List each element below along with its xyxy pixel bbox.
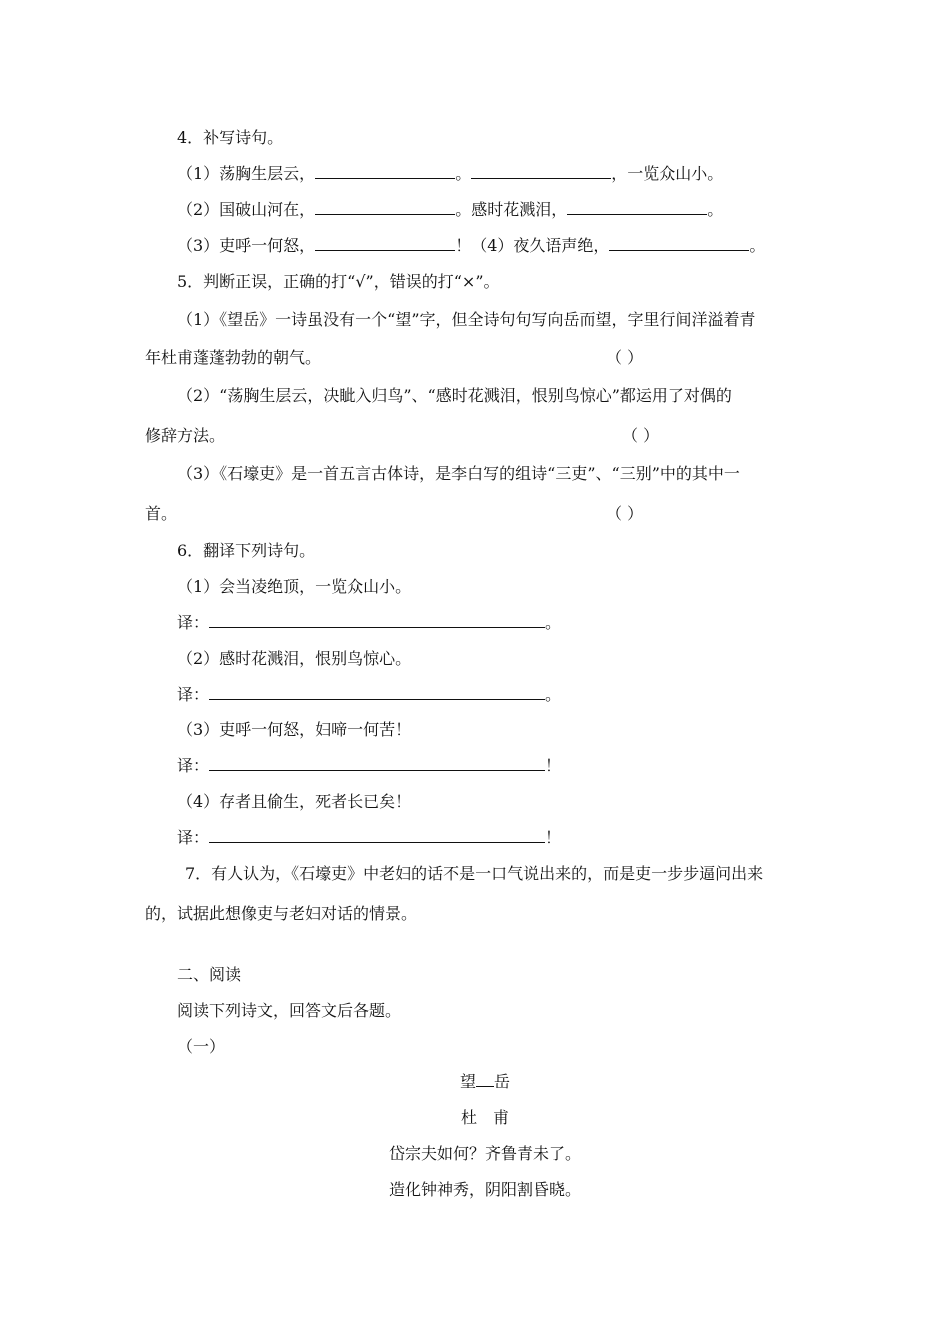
q5-item-2-line-2: 修辞方法。 [145,426,226,445]
q6-blank-1[interactable] [209,613,545,628]
poem-line-1: 岱宗夫如何？齐鲁青未了。 [388,1144,581,1163]
q6-end-2: 。 [545,685,562,704]
q4-l3-text-b: ！（4）夜久语声绝， [455,236,610,255]
q6-blank-2[interactable] [209,685,545,700]
q4-blank-4[interactable] [567,200,707,215]
q4-blank-3[interactable] [315,200,455,215]
q5-item-3-line-1: （3）《石壕吏》是一首五言古体诗，是李白写的组诗“三吏”、“三别”中的其中一 [177,464,740,483]
q6-translation-1 [177,613,561,633]
q5-item-1-line-1: （1）《望岳》一诗虽没有一个“望”字，但全诗句句写向岳而望，字里行间洋溢着青 [177,310,756,329]
q4-blank-1[interactable] [315,164,455,179]
q6-blank-3[interactable] [209,756,545,771]
poem-line-2: 造化钟神秀，阴阳割昏晓。 [388,1180,581,1199]
q6-end-1: 。 [545,613,562,632]
q4-title: 4．补写诗句。 [177,128,284,147]
q4-line-1 [177,164,723,184]
q6-translation-4 [177,828,561,848]
poem-title-char-2: 岳 [494,1072,511,1091]
q5-item-3-line-2: 首。 [145,504,178,523]
reading-part-label: （一） [177,1037,226,1056]
q4-l1-text-c: ，一览众山小。 [611,164,724,183]
q6-translation-3 [177,756,561,776]
q7-line-1: 7．有人认为，《石壕吏》中老妇的话不是一口气说出来的，而是吏一步步逼问出来 [185,864,764,883]
poem-title-char-1: 望 [459,1072,476,1091]
q4-l2-text-a: （2）国破山河在， [177,200,316,219]
q4-l2-text-b: 。感时花溅泪， [455,200,568,219]
q4-l3-text-a: （3）吏呼一何怒， [177,236,316,255]
q6-end-4: ！ [545,828,562,847]
translation-label: 译： [177,756,210,775]
q5-answer-1[interactable]: （ ） [606,348,644,367]
q5-answer-2[interactable]: （ ） [622,426,660,445]
q6-translation-2 [177,685,561,705]
q6-title: 6．翻译下列诗句。 [177,541,316,560]
q4-l1-text-b: 。 [455,164,472,183]
poem-author: 杜 甫 [460,1108,509,1127]
poem-title-gap [476,1072,494,1087]
q4-l2-text-c: 。 [707,200,724,219]
q4-l1-text-a: （1）荡胸生层云， [177,164,316,183]
q6-blank-4[interactable] [209,828,545,843]
q5-answer-3[interactable]: （ ） [606,504,644,523]
q4-blank-5[interactable] [315,236,455,251]
q7-line-2: 的，试据此想像吏与老妇对话的情景。 [145,904,418,923]
translation-label: 译： [177,685,210,704]
q4-line-3 [177,236,765,256]
q6-sentence-3: （3）吏呼一何怒，妇啼一何苦！ [177,720,412,739]
reading-heading: 二、阅读 [177,965,242,984]
poem-title [0,1072,950,1092]
q6-sentence-1: （1）会当凌绝顶，一览众山小。 [177,577,412,596]
reading-intro: 阅读下列诗文，回答文后各题。 [177,1001,402,1020]
q4-blank-2[interactable] [471,164,611,179]
q6-end-3: ！ [545,756,562,775]
translation-label: 译： [177,613,210,632]
q4-line-2 [177,200,723,220]
q5-title: 5．判断正误，正确的打“√”，错误的打“×”。 [177,272,500,291]
q4-l3-text-c: 。 [749,236,766,255]
q6-sentence-4: （4）存者且偷生，死者长已矣！ [177,792,412,811]
q5-item-2-line-1: （2）“荡胸生层云，决眦入归鸟”、“感时花溅泪，恨别鸟惊心”都运用了对偶的 [177,386,732,405]
q4-blank-6[interactable] [609,236,749,251]
q5-item-1-line-2: 年杜甫蓬蓬勃勃的朝气。 [145,348,322,367]
q6-sentence-2: （2）感时花溅泪，恨别鸟惊心。 [177,649,412,668]
translation-label: 译： [177,828,210,847]
